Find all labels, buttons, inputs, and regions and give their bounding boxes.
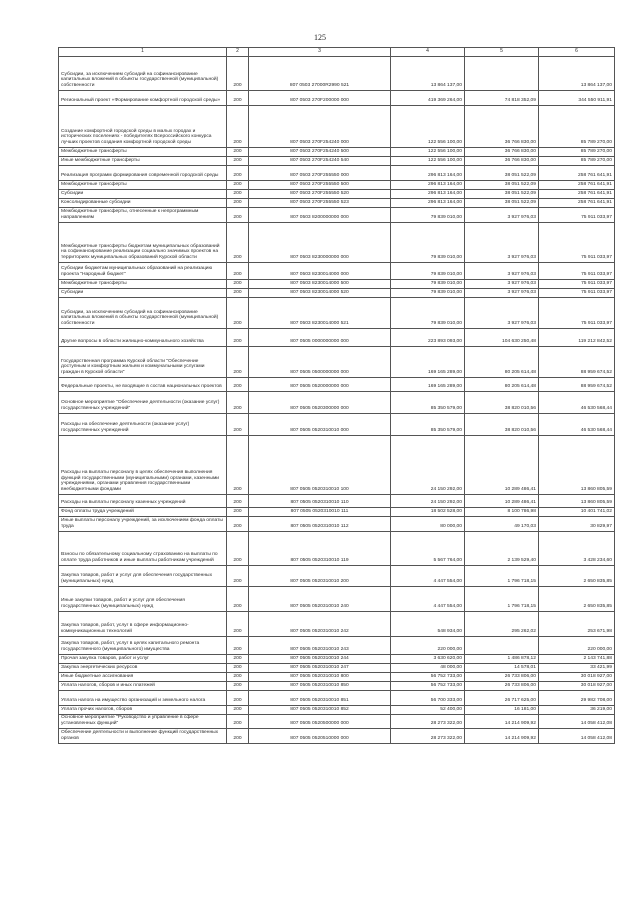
row-ministry-code: 200 bbox=[227, 495, 249, 508]
table-row bbox=[59, 682, 615, 691]
row-amount-col4: 48 000,00 bbox=[391, 664, 465, 673]
row-description: Расходы на выплаты персоналу в целях обеспечения выполнения функций государственными (муниципальными) органами, казенными учреждениями, органами управления государственными внебюджетными фондами bbox=[59, 436, 227, 495]
table-row bbox=[59, 508, 615, 517]
row-amount-col5: 14 578,01 bbox=[465, 664, 539, 673]
row-amount-col5: 1 796 718,15 bbox=[465, 587, 539, 612]
table-row bbox=[59, 691, 615, 706]
row-amount-col4: 24 150 292,00 bbox=[391, 495, 465, 508]
table-row bbox=[59, 378, 615, 392]
row-ministry-code: 200 bbox=[227, 715, 249, 729]
row-description: Закупка энергетических ресурсов bbox=[59, 664, 227, 673]
row-description: Прочая закупка товаров, работ и услуг bbox=[59, 655, 227, 664]
row-amount-col4: 419 369 264,00 bbox=[391, 91, 465, 106]
row-description: Закупка товаров, работ, услуг в целях капитального ремонта государственного (муниципального) имущества bbox=[59, 637, 227, 655]
row-amount-col6: 2 650 835,85 bbox=[539, 587, 615, 612]
row-amount-col6: 344 550 911,91 bbox=[539, 91, 615, 106]
table-row bbox=[59, 199, 615, 208]
row-description: Расходы на обеспечение деятельности (оказание услуг) государственных учреждений bbox=[59, 414, 227, 436]
row-amount-col5: 26 733 806,00 bbox=[465, 682, 539, 691]
row-amount-col6: 75 911 033,97 bbox=[539, 289, 615, 298]
row-budget-code: 807 0503 8200000000 000 bbox=[249, 208, 391, 223]
table-row bbox=[59, 289, 615, 298]
table-row bbox=[59, 706, 615, 715]
row-amount-col4: 548 934,00 bbox=[391, 612, 465, 637]
table-row bbox=[59, 673, 615, 682]
row-ministry-code: 200 bbox=[227, 587, 249, 612]
row-description: Основное мероприятие "Руководство и управление в сфере установленных функций" bbox=[59, 715, 227, 729]
row-budget-code: 807 0505 0520310010 111 bbox=[249, 508, 391, 517]
row-amount-col6: 3 428 234,60 bbox=[539, 532, 615, 566]
row-ministry-code: 200 bbox=[227, 148, 249, 157]
table-row bbox=[59, 347, 615, 378]
row-amount-col4: 169 165 289,00 bbox=[391, 378, 465, 392]
row-ministry-code: 200 bbox=[227, 329, 249, 347]
row-amount-col5: 14 214 909,92 bbox=[465, 715, 539, 729]
row-ministry-code: 200 bbox=[227, 682, 249, 691]
row-description: Реализация программ формирования современной городской среды bbox=[59, 166, 227, 181]
row-description: Иные бюджетные ассигнования bbox=[59, 673, 227, 682]
column-header: 3 bbox=[249, 48, 391, 57]
row-amount-col6: 75 911 033,97 bbox=[539, 263, 615, 280]
row-amount-col4: 85 350 579,00 bbox=[391, 414, 465, 436]
row-amount-col4: 79 839 010,00 bbox=[391, 223, 465, 263]
row-budget-code: 807 0503 270F254240 000 bbox=[249, 106, 391, 148]
row-amount-col4: 296 813 164,00 bbox=[391, 181, 465, 190]
row-amount-col5: 2 139 529,40 bbox=[465, 532, 539, 566]
row-ministry-code: 200 bbox=[227, 298, 249, 329]
row-amount-col6: 85 789 270,00 bbox=[539, 157, 615, 166]
row-description: Иные закупки товаров, работ и услуг для обеспечения государственных (муниципальных) нужд bbox=[59, 587, 227, 612]
row-amount-col6: 75 911 033,97 bbox=[539, 298, 615, 329]
row-amount-col5: 8 100 786,98 bbox=[465, 508, 539, 517]
row-description: Фонд оплаты труда учреждений bbox=[59, 508, 227, 517]
row-ministry-code: 200 bbox=[227, 517, 249, 532]
table-row bbox=[59, 728, 615, 743]
row-ministry-code: 200 bbox=[227, 289, 249, 298]
row-ministry-code: 200 bbox=[227, 566, 249, 587]
row-ministry-code: 200 bbox=[227, 706, 249, 715]
row-amount-col4: 56 700 333,00 bbox=[391, 691, 465, 706]
row-amount-col6: 88 959 674,52 bbox=[539, 347, 615, 378]
row-amount-col5: 1 796 718,15 bbox=[465, 566, 539, 587]
header-row bbox=[59, 48, 615, 57]
row-amount-col5: 295 262,02 bbox=[465, 612, 539, 637]
table-row bbox=[59, 517, 615, 532]
row-budget-code: 807 0503 270F255550 520 bbox=[249, 190, 391, 199]
row-description: Иные межбюджетные трансферты bbox=[59, 157, 227, 166]
row-amount-col5: 10 289 486,41 bbox=[465, 436, 539, 495]
table-row bbox=[59, 298, 615, 329]
row-budget-code: 807 0503 270F254240 540 bbox=[249, 157, 391, 166]
row-description: Взносы по обязательному социальному страхованию на выплаты по оплате труда работников и иные выплаты работникам учреждений bbox=[59, 532, 227, 566]
row-amount-col5: 80 205 614,48 bbox=[465, 378, 539, 392]
row-description: Закупка товаров, работ, услуг в сфере информационно-коммуникационных технологий bbox=[59, 612, 227, 637]
column-header: 6 bbox=[539, 48, 615, 57]
table-row bbox=[59, 329, 615, 347]
row-budget-code: 807 0505 0000000000 000 bbox=[249, 329, 391, 347]
row-budget-code: 807 0503 8230014000 521 bbox=[249, 298, 391, 329]
table-row bbox=[59, 166, 615, 181]
table-row bbox=[59, 157, 615, 166]
row-description: Межбюджетные трансферты бюджетам муниципальных образований на софинансирование реализации социально значимых проектов на территориях муниципальных образований Курской области bbox=[59, 223, 227, 263]
row-amount-col4: 220 000,00 bbox=[391, 637, 465, 655]
row-amount-col6: 10 401 741,02 bbox=[539, 508, 615, 517]
row-description: Региональный проект «Формирование комфортной городской среды» bbox=[59, 91, 227, 106]
table-row bbox=[59, 181, 615, 190]
row-budget-code: 807 0505 0520310010 100 bbox=[249, 436, 391, 495]
row-amount-col5: 80 205 614,48 bbox=[465, 347, 539, 378]
row-description: Расходы на выплаты персоналу казенных учреждений bbox=[59, 495, 227, 508]
row-amount-col4: 223 893 093,00 bbox=[391, 329, 465, 347]
budget-table-body bbox=[59, 48, 615, 744]
row-amount-col6: 258 761 641,91 bbox=[539, 181, 615, 190]
row-description: Другие вопросы в области жилищно-коммунального хозяйства bbox=[59, 329, 227, 347]
row-budget-code: 807 0503 270F255550 000 bbox=[249, 166, 391, 181]
row-amount-col6: 14 058 412,08 bbox=[539, 728, 615, 743]
row-amount-col4: 56 752 733,00 bbox=[391, 682, 465, 691]
table-row bbox=[59, 91, 615, 106]
row-budget-code: 807 0505 0520310010 200 bbox=[249, 566, 391, 587]
row-amount-col5 bbox=[465, 637, 539, 655]
row-amount-col6: 33 421,99 bbox=[539, 664, 615, 673]
row-ministry-code: 200 bbox=[227, 532, 249, 566]
row-description: Субсидии bbox=[59, 190, 227, 199]
row-ministry-code: 200 bbox=[227, 199, 249, 208]
row-budget-code: 807 0505 0520310010 110 bbox=[249, 495, 391, 508]
row-ministry-code: 200 bbox=[227, 637, 249, 655]
row-description: Уплата налога на имущество организаций и земельного налога bbox=[59, 691, 227, 706]
row-budget-code: 807 0505 0520310010 852 bbox=[249, 706, 391, 715]
table-row bbox=[59, 414, 615, 436]
row-budget-code: 807 0505 0520310010 244 bbox=[249, 655, 391, 664]
row-amount-col4: 79 839 010,00 bbox=[391, 298, 465, 329]
row-budget-code: 807 0505 0520310010 242 bbox=[249, 612, 391, 637]
row-amount-col5: 38 820 010,56 bbox=[465, 414, 539, 436]
row-ministry-code: 200 bbox=[227, 664, 249, 673]
table-row bbox=[59, 57, 615, 91]
row-amount-col6: 13 860 805,59 bbox=[539, 436, 615, 495]
row-amount-col5: 38 051 522,09 bbox=[465, 181, 539, 190]
row-description: Субсидии, за исключением субсидий на софинансирование капитальных вложений в объекты государственной (муниципальной) собственности bbox=[59, 57, 227, 91]
table-row bbox=[59, 612, 615, 637]
table-row bbox=[59, 280, 615, 289]
row-description: Субсидии, за исключением субсидий на софинансирование капитальных вложений в объекты государственной (муниципальной) собственности bbox=[59, 298, 227, 329]
row-description: Создание комфортной городской среды в малых городах и исторических поселениях - победителях Всероссийского конкурса лучших проектов создания комфортной городской среды bbox=[59, 106, 227, 148]
row-amount-col4: 4 447 554,00 bbox=[391, 587, 465, 612]
row-ministry-code: 200 bbox=[227, 347, 249, 378]
row-amount-col5: 38 051 522,09 bbox=[465, 199, 539, 208]
table-row bbox=[59, 532, 615, 566]
row-budget-code: 807 0505 0520310010 851 bbox=[249, 691, 391, 706]
table-row bbox=[59, 190, 615, 199]
row-budget-code: 807 0505 0520310010 800 bbox=[249, 673, 391, 682]
row-ministry-code: 200 bbox=[227, 208, 249, 223]
row-description: Межбюджетные трансферты bbox=[59, 280, 227, 289]
row-amount-col5: 3 927 976,03 bbox=[465, 280, 539, 289]
row-budget-code: 807 0503 27000R2990 521 bbox=[249, 57, 391, 91]
row-amount-col4: 4 447 554,00 bbox=[391, 566, 465, 587]
row-amount-col6: 258 761 641,91 bbox=[539, 199, 615, 208]
row-budget-code: 807 0505 0520310010 112 bbox=[249, 517, 391, 532]
table-row bbox=[59, 263, 615, 280]
row-amount-col4: 296 813 164,00 bbox=[391, 166, 465, 181]
row-amount-col4: 80 000,00 bbox=[391, 517, 465, 532]
row-amount-col5: 14 214 909,92 bbox=[465, 728, 539, 743]
row-budget-code: 807 0505 0520000000 000 bbox=[249, 378, 391, 392]
row-amount-col6: 36 219,00 bbox=[539, 706, 615, 715]
row-amount-col4: 18 502 528,00 bbox=[391, 508, 465, 517]
row-amount-col6: 75 911 033,97 bbox=[539, 208, 615, 223]
row-ministry-code: 200 bbox=[227, 91, 249, 106]
row-amount-col6: 2 143 741,88 bbox=[539, 655, 615, 664]
row-description: Основное мероприятие "Обеспечение деятельности (оказание услуг) государственных учреждений" bbox=[59, 392, 227, 414]
row-amount-col5: 36 766 830,00 bbox=[465, 106, 539, 148]
row-amount-col4: 169 165 289,00 bbox=[391, 347, 465, 378]
row-amount-col4: 122 556 100,00 bbox=[391, 148, 465, 157]
row-amount-col4: 122 556 100,00 bbox=[391, 106, 465, 148]
row-amount-col4: 56 752 733,00 bbox=[391, 673, 465, 682]
row-description: Субсидии bbox=[59, 289, 227, 298]
row-amount-col5: 10 289 486,41 bbox=[465, 495, 539, 508]
row-amount-col6: 258 761 641,91 bbox=[539, 166, 615, 181]
row-ministry-code: 200 bbox=[227, 157, 249, 166]
row-amount-col6: 119 212 842,52 bbox=[539, 329, 615, 347]
row-description: Иные выплаты персоналу учреждений, за исключением фонда оплаты труда bbox=[59, 517, 227, 532]
row-amount-col6: 258 761 641,91 bbox=[539, 190, 615, 199]
row-amount-col6: 30 018 927,00 bbox=[539, 673, 615, 682]
row-ministry-code: 200 bbox=[227, 673, 249, 682]
row-description: Субсидии бюджетам муниципальных образований на реализацию проекта "Народный бюджет" bbox=[59, 263, 227, 280]
row-description: Закупка товаров, работ и услуг для обеспечения государственных (муниципальных) нужд bbox=[59, 566, 227, 587]
table-row bbox=[59, 664, 615, 673]
row-ministry-code: 200 bbox=[227, 414, 249, 436]
row-amount-col5: 38 820 010,56 bbox=[465, 392, 539, 414]
row-budget-code: 807 0503 8230000000 000 bbox=[249, 223, 391, 263]
row-amount-col5: 3 927 976,03 bbox=[465, 298, 539, 329]
row-description: Межбюджетные трансферты bbox=[59, 181, 227, 190]
row-budget-code: 807 0503 8230014000 000 bbox=[249, 263, 391, 280]
row-description: Межбюджетные трансферты bbox=[59, 148, 227, 157]
table-row bbox=[59, 715, 615, 729]
row-ministry-code: 200 bbox=[227, 436, 249, 495]
row-ministry-code: 200 bbox=[227, 392, 249, 414]
row-amount-col5: 3 927 976,03 bbox=[465, 223, 539, 263]
row-ministry-code: 200 bbox=[227, 691, 249, 706]
row-description: Уплата прочих налогов, сборов bbox=[59, 706, 227, 715]
row-amount-col4: 3 630 620,00 bbox=[391, 655, 465, 664]
row-amount-col4: 28 273 322,00 bbox=[391, 728, 465, 743]
row-amount-col5: 1 486 878,12 bbox=[465, 655, 539, 664]
column-header: 5 bbox=[465, 48, 539, 57]
row-budget-code: 807 0503 8230014000 520 bbox=[249, 289, 391, 298]
row-description: Уплата налогов, сборов и иных платежей bbox=[59, 682, 227, 691]
row-budget-code: 807 0505 0520310010 000 bbox=[249, 414, 391, 436]
row-budget-code: 807 0503 270F254240 500 bbox=[249, 148, 391, 157]
row-amount-col6: 253 671,98 bbox=[539, 612, 615, 637]
row-amount-col5: 3 927 976,03 bbox=[465, 263, 539, 280]
row-amount-col6: 85 789 270,00 bbox=[539, 148, 615, 157]
row-description: Обеспечение деятельности и выполнение функций государственных органов bbox=[59, 728, 227, 743]
row-amount-col5: 38 051 522,09 bbox=[465, 190, 539, 199]
row-description: Федеральные проекты, не входящие в состав национальных проектов bbox=[59, 378, 227, 392]
row-ministry-code: 200 bbox=[227, 612, 249, 637]
row-amount-col4: 122 556 100,00 bbox=[391, 157, 465, 166]
table-row bbox=[59, 637, 615, 655]
row-amount-col4: 79 839 010,00 bbox=[391, 208, 465, 223]
row-ministry-code: 200 bbox=[227, 728, 249, 743]
row-amount-col5: 36 766 830,00 bbox=[465, 157, 539, 166]
row-budget-code: 807 0505 0500000000 000 bbox=[249, 347, 391, 378]
row-amount-col6: 13 864 137,00 bbox=[539, 57, 615, 91]
row-amount-col4: 52 400,00 bbox=[391, 706, 465, 715]
row-amount-col6: 29 982 708,00 bbox=[539, 691, 615, 706]
row-amount-col5 bbox=[465, 57, 539, 91]
table-row bbox=[59, 436, 615, 495]
row-ministry-code: 200 bbox=[227, 190, 249, 199]
row-description: Государственная программа Курской области "Обеспечение доступным и комфортным жильем и коммунальными услугами граждан в Курской области" bbox=[59, 347, 227, 378]
row-amount-col5: 3 927 976,03 bbox=[465, 208, 539, 223]
row-ministry-code: 200 bbox=[227, 263, 249, 280]
row-budget-code: 807 0505 0520510000 000 bbox=[249, 728, 391, 743]
row-ministry-code: 200 bbox=[227, 508, 249, 517]
table-row bbox=[59, 106, 615, 148]
row-amount-col4: 296 813 164,00 bbox=[391, 199, 465, 208]
row-ministry-code: 200 bbox=[227, 655, 249, 664]
row-amount-col5: 26 717 625,00 bbox=[465, 691, 539, 706]
row-amount-col5: 49 170,03 bbox=[465, 517, 539, 532]
row-ministry-code: 200 bbox=[227, 223, 249, 263]
table-row bbox=[59, 566, 615, 587]
row-description: Консолидированные субсидии bbox=[59, 199, 227, 208]
row-budget-code: 807 0505 0520310010 240 bbox=[249, 587, 391, 612]
row-amount-col5: 3 927 976,03 bbox=[465, 289, 539, 298]
row-amount-col5: 104 630 250,48 bbox=[465, 329, 539, 347]
table-row bbox=[59, 392, 615, 414]
row-amount-col4: 24 150 292,00 bbox=[391, 436, 465, 495]
table-row bbox=[59, 223, 615, 263]
budget-table bbox=[58, 47, 615, 744]
row-amount-col5: 74 818 352,09 bbox=[465, 91, 539, 106]
row-amount-col6: 14 058 412,08 bbox=[539, 715, 615, 729]
table-row bbox=[59, 587, 615, 612]
row-amount-col6: 88 959 674,52 bbox=[539, 378, 615, 392]
row-description: Межбюджетные трансферты, отнесенные к непрограммным направлениям bbox=[59, 208, 227, 223]
row-amount-col4: 28 273 322,00 bbox=[391, 715, 465, 729]
row-budget-code: 807 0505 0520310010 119 bbox=[249, 532, 391, 566]
row-ministry-code: 200 bbox=[227, 181, 249, 190]
row-amount-col4: 13 864 137,00 bbox=[391, 57, 465, 91]
row-amount-col4: 85 350 579,00 bbox=[391, 392, 465, 414]
row-ministry-code: 200 bbox=[227, 378, 249, 392]
row-ministry-code: 200 bbox=[227, 57, 249, 91]
page-number: 125 bbox=[314, 33, 326, 42]
row-budget-code: 807 0505 0520310010 243 bbox=[249, 637, 391, 655]
row-budget-code: 807 0503 270F200000 000 bbox=[249, 91, 391, 106]
table-row bbox=[59, 148, 615, 157]
row-amount-col6: 220 000,00 bbox=[539, 637, 615, 655]
row-amount-col6: 75 911 033,97 bbox=[539, 280, 615, 289]
row-amount-col6: 75 911 033,97 bbox=[539, 223, 615, 263]
table-row bbox=[59, 655, 615, 664]
row-amount-col6: 46 530 568,44 bbox=[539, 414, 615, 436]
row-amount-col6: 46 530 568,44 bbox=[539, 392, 615, 414]
row-budget-code: 807 0503 8230014000 500 bbox=[249, 280, 391, 289]
row-ministry-code: 200 bbox=[227, 166, 249, 181]
row-amount-col5: 26 733 806,00 bbox=[465, 673, 539, 682]
row-amount-col5: 16 181,00 bbox=[465, 706, 539, 715]
row-amount-col4: 296 813 164,00 bbox=[391, 190, 465, 199]
column-header: 2 bbox=[227, 48, 249, 57]
row-budget-code: 807 0505 0520310010 850 bbox=[249, 682, 391, 691]
table-row bbox=[59, 495, 615, 508]
row-amount-col4: 79 839 010,00 bbox=[391, 263, 465, 280]
row-amount-col6: 85 789 270,00 bbox=[539, 106, 615, 148]
row-budget-code: 807 0505 0520300000 000 bbox=[249, 392, 391, 414]
row-ministry-code: 200 bbox=[227, 280, 249, 289]
row-amount-col5: 36 766 830,00 bbox=[465, 148, 539, 157]
row-budget-code: 807 0503 270F255550 523 bbox=[249, 199, 391, 208]
row-amount-col6: 30 018 927,00 bbox=[539, 682, 615, 691]
row-amount-col4: 5 567 764,00 bbox=[391, 532, 465, 566]
row-budget-code: 807 0505 0520500000 000 bbox=[249, 715, 391, 729]
row-budget-code: 807 0503 270F255550 500 bbox=[249, 181, 391, 190]
row-amount-col4: 79 839 010,00 bbox=[391, 289, 465, 298]
column-header: 1 bbox=[59, 48, 227, 57]
row-amount-col6: 2 650 835,85 bbox=[539, 566, 615, 587]
row-amount-col4: 79 839 010,00 bbox=[391, 280, 465, 289]
row-budget-code: 807 0505 0520310010 247 bbox=[249, 664, 391, 673]
row-ministry-code: 200 bbox=[227, 106, 249, 148]
row-amount-col5: 38 051 522,09 bbox=[465, 166, 539, 181]
row-amount-col6: 30 829,97 bbox=[539, 517, 615, 532]
table-row bbox=[59, 208, 615, 223]
column-header: 4 bbox=[391, 48, 465, 57]
row-amount-col6: 13 860 805,59 bbox=[539, 495, 615, 508]
